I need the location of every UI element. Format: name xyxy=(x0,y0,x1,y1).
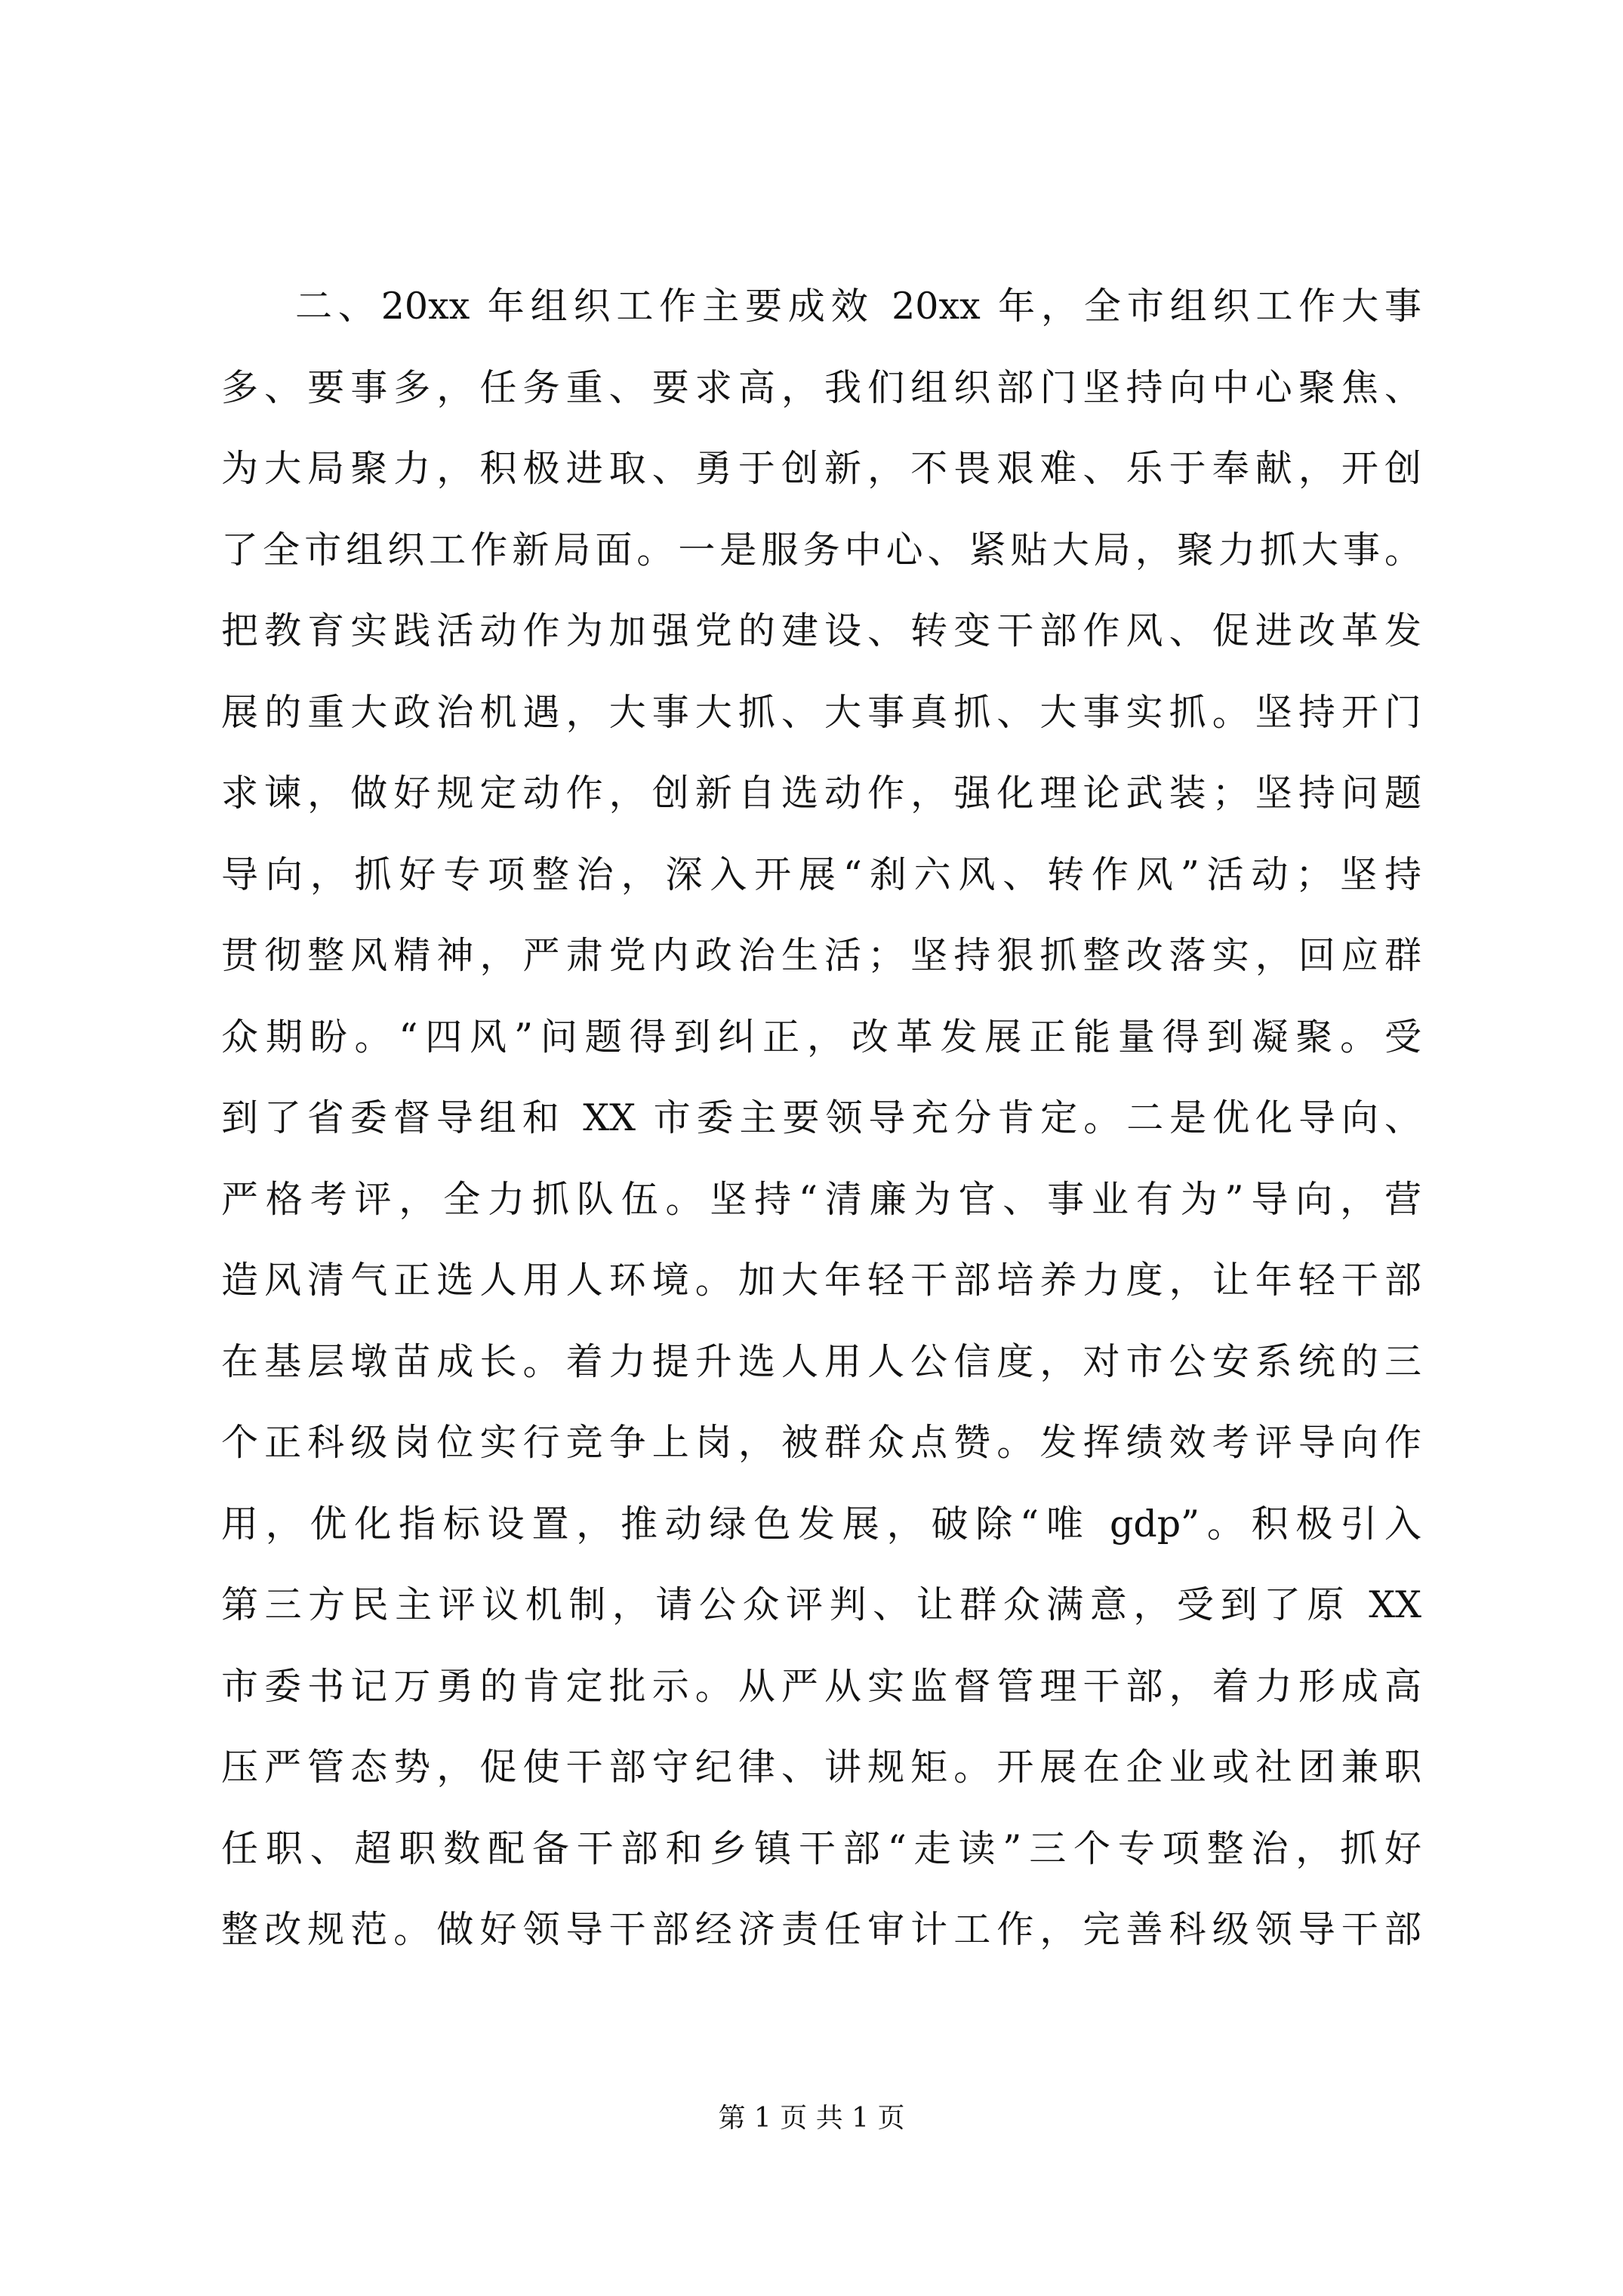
text-line-19: 压严管态势，促使干部守纪律、讲规矩。开展在企业或社团兼职 xyxy=(221,1746,1421,1789)
text-line-17: 第三方民主评议机制，请公众评判、让群众满意，受到了原 XX xyxy=(221,1583,1421,1626)
text-line-7: 求谏，做好规定动作，创新自选动作，强化理论武装；坚持问题 xyxy=(221,772,1421,815)
text-line-11: 到了省委督导组和 XX 市委主要领导充分肯定。二是优化导向、 xyxy=(221,1096,1421,1139)
text-line-20: 任职、超职数配备干部和乡镇干部“走读”三个专项整治，抓好 xyxy=(221,1826,1421,1870)
text-line-2: 多、要事多，任务重、要求高，我们组织部门坚持向中心聚焦、 xyxy=(221,365,1421,409)
text-line-15: 个正科级岗位实行竞争上岗，被群众点赞。发挥绩效考评导向作 xyxy=(221,1421,1421,1464)
text-line-9: 贯彻整风精神，严肃党内政治生活；坚持狠抓整改落实，回应群 xyxy=(221,934,1421,977)
text-line-5: 把教育实践活动作为加强党的建设、转变干部作风、促进改革发 xyxy=(221,609,1421,652)
text-line-16: 用，优化指标设置，推动绿色发展，破除“唯 gdp”。积极引入 xyxy=(221,1502,1421,1546)
text-line-18: 市委书记万勇的肯定批示。从严从实监督管理干部，着力形成高 xyxy=(221,1664,1421,1708)
page-footer: 第 1 页 共 1 页 xyxy=(718,2103,905,2134)
text-line-3: 为大局聚力，积极进取、勇于创新，不畏艰难、乐于奉献，开创 xyxy=(221,447,1421,490)
text-line-10: 众期盼。“四风”问题得到纠正，改革发展正能量得到凝聚。受 xyxy=(221,1015,1421,1059)
text-line-21: 整改规范。做好领导干部经济责任审计工作，完善科级领导干部 xyxy=(221,1908,1421,1951)
text-line-6: 展的重大政治机遇，大事大抓、大事真抓、大事实抓。坚持开门 xyxy=(221,690,1421,734)
text-line-12: 严格考评，全力抓队伍。坚持“清廉为官、事业有为”导向，营 xyxy=(221,1177,1421,1221)
text-line-1: 二、20xx 年组织工作主要成效 20xx 年，全市组织工作大事 xyxy=(295,285,1421,328)
text-line-4: 了全市组织工作新局面。一是服务中心、紧贴大局，聚力抓大事。 xyxy=(221,528,1421,572)
text-line-13: 造风清气正选人用人环境。加大年轻干部培养力度，让年轻干部 xyxy=(221,1259,1421,1302)
text-line-14: 在基层墩苗成长。着力提升选人用人公信度，对市公安系统的三 xyxy=(221,1339,1421,1383)
text-line-8: 导向，抓好专项整治，深入开展“刹六风、转作风”活动；坚持 xyxy=(221,852,1421,896)
body-paragraph xyxy=(221,266,1421,1971)
